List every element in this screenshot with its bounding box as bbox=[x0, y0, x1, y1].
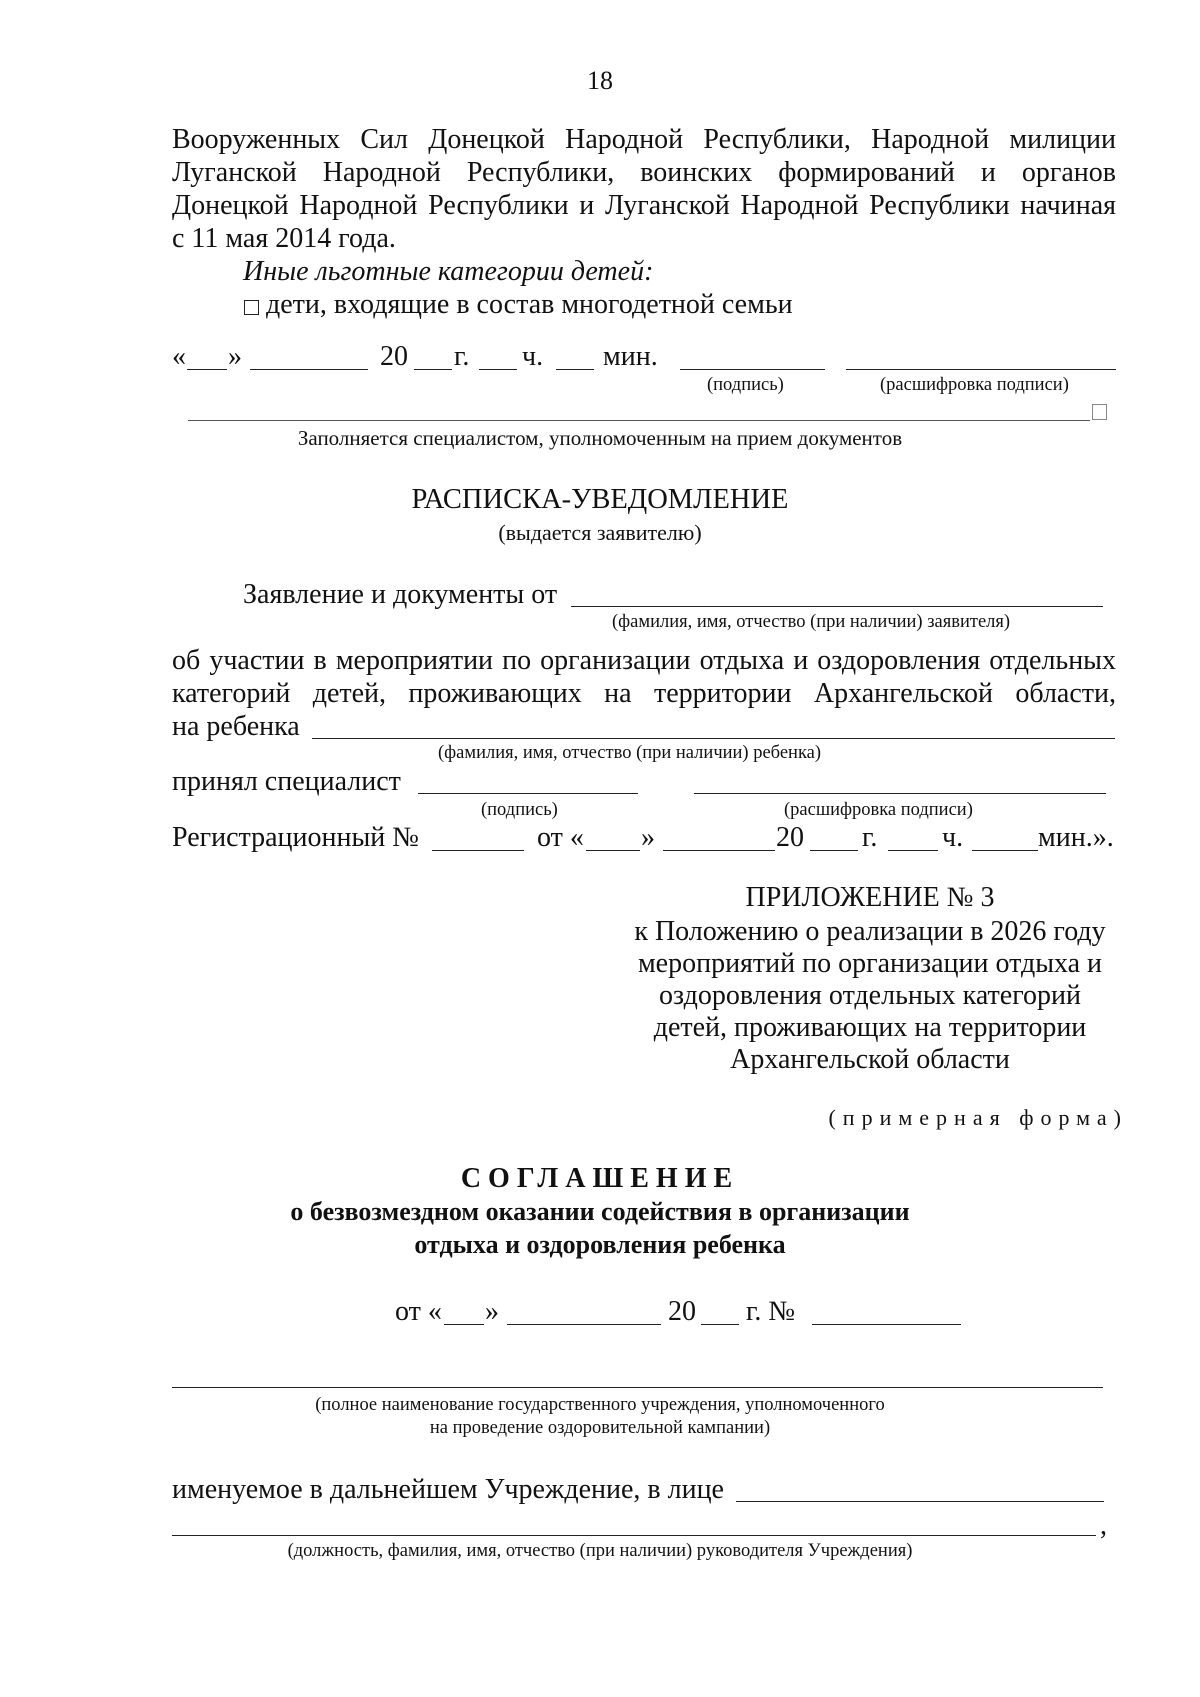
hours-label: ч. bbox=[522, 341, 544, 372]
minutes-label: мин. bbox=[603, 341, 658, 372]
registration-minutes-field[interactable] bbox=[972, 850, 1038, 851]
representative-field[interactable] bbox=[736, 1501, 1104, 1502]
child-name-field[interactable] bbox=[312, 738, 1115, 739]
registration-hours-field[interactable] bbox=[888, 850, 938, 851]
agreement-subtitle-2: отдыха и оздоровления ребенка bbox=[414, 1230, 786, 1259]
agreement-year-prefix: 20 bbox=[668, 1296, 696, 1327]
registration-number-field[interactable] bbox=[432, 850, 524, 851]
registration-quote-close: » bbox=[641, 822, 655, 853]
applicant-name-field[interactable] bbox=[571, 606, 1103, 607]
specialist-signature-field[interactable] bbox=[418, 793, 638, 794]
intro-last-line: с 11 мая 2014 года. bbox=[172, 223, 396, 254]
intro-line-1: Вооруженных Сил Донецкой Народной Республики, Народной милиции bbox=[172, 124, 1116, 155]
signature-field[interactable] bbox=[680, 369, 825, 370]
agreement-date-quote-close: » bbox=[485, 1296, 499, 1327]
specialist-separator bbox=[188, 420, 1090, 421]
child-name-caption: (фамилия, имя, отчество (при наличии) ребенка) bbox=[438, 743, 822, 763]
registration-hours-label: ч. bbox=[942, 822, 964, 853]
accepted-specialist-label: принял специалист bbox=[172, 766, 401, 797]
form-note: (примерная форма) bbox=[828, 1105, 1128, 1130]
institution-caption-2: на проведение оздоровительной кампании) bbox=[429, 1418, 771, 1438]
intro-line-3: Донецкой Народной Республики и Луганской Народной Республики начиная bbox=[172, 190, 1116, 221]
hours-field[interactable] bbox=[479, 369, 517, 370]
minutes-field[interactable] bbox=[556, 369, 594, 370]
registration-day-field[interactable] bbox=[586, 850, 640, 851]
appendix-line-3: оздоровления отдельных категорий bbox=[659, 980, 1081, 1011]
large-family-label: дети, входящие в состав многодетной семьи bbox=[266, 289, 793, 320]
receipt-subtitle: (выдается заявителю) bbox=[498, 520, 702, 545]
applicant-label: Заявление и документы от bbox=[243, 579, 558, 610]
applicant-name-caption: (фамилия, имя, отчество (при наличии) заявителя) bbox=[612, 612, 1011, 632]
named-institution-label: именуемое в дальнейшем Учреждение, в лице bbox=[172, 1474, 724, 1505]
specialist-decoding-caption: (расшифровка подписи) bbox=[784, 800, 973, 820]
agreement-day-field[interactable] bbox=[444, 1324, 484, 1325]
registration-year-suffix: г. bbox=[862, 822, 878, 853]
representative-position-field[interactable] bbox=[172, 1535, 1096, 1536]
other-categories-heading: Иные льготные категории детей: bbox=[243, 256, 654, 287]
year-prefix: 20 bbox=[380, 341, 408, 372]
day-field[interactable] bbox=[187, 369, 227, 370]
date-quote-close: » bbox=[228, 341, 242, 372]
intro-line-2: Луганской Народной Республики, воинских формирований и органов bbox=[172, 157, 1116, 188]
receipt-text-line-2: категорий детей, проживающих на территории Архангельской области, bbox=[172, 678, 1116, 709]
trailing-comma: , bbox=[1100, 1510, 1107, 1541]
registration-year-prefix: 20 bbox=[776, 822, 804, 853]
year-suffix: г. bbox=[454, 341, 470, 372]
signature-caption: (подпись) bbox=[707, 375, 784, 395]
agreement-month-field[interactable] bbox=[507, 1324, 661, 1325]
appendix-line-2: мероприятий по организации отдыха и bbox=[637, 948, 1103, 979]
receipt-text-line-1: об участии в мероприятии по организации отдыха и оздоровления отдельных bbox=[172, 645, 1116, 676]
agreement-subtitle-1: о безвозмездном оказании содействия в организации bbox=[290, 1197, 910, 1226]
appendix-line-4: детей, проживающих на территории bbox=[653, 1012, 1087, 1043]
agreement-date-from: от « bbox=[395, 1296, 442, 1327]
registration-label: Регистрационный № bbox=[172, 822, 419, 853]
agreement-title: СОГЛАШЕНИЕ bbox=[460, 1163, 740, 1194]
separator-checkbox[interactable] bbox=[1092, 404, 1107, 420]
month-field[interactable] bbox=[250, 369, 368, 370]
agreement-number-field[interactable] bbox=[812, 1324, 961, 1325]
specialist-decoding-field[interactable] bbox=[694, 793, 1106, 794]
appendix-line-5: Архангельской области bbox=[730, 1044, 1010, 1075]
signature-decoding-field[interactable] bbox=[846, 369, 1116, 370]
agreement-year-field[interactable] bbox=[701, 1324, 739, 1325]
specialist-signature-caption: (подпись) bbox=[481, 800, 558, 820]
registration-from: от « bbox=[537, 822, 584, 853]
signature-decoding-caption: (расшифровка подписи) bbox=[880, 375, 1069, 395]
appendix-line-1: к Положению о реализации в 2026 году bbox=[634, 916, 1106, 947]
representative-caption: (должность, фамилия, имя, отчество (при наличии) руководителя Учреждения) bbox=[287, 1541, 913, 1561]
institution-caption-1: (полное наименование государственного учреждения, уполномоченного bbox=[315, 1395, 885, 1415]
large-family-checkbox[interactable] bbox=[244, 300, 259, 315]
agreement-year-suffix: г. № bbox=[746, 1296, 796, 1327]
page-number: 18 bbox=[587, 66, 613, 95]
institution-name-field[interactable] bbox=[172, 1387, 1103, 1388]
specialist-note: Заполняется специалистом, уполномоченным на прием документов bbox=[297, 426, 903, 450]
child-label: на ребенка bbox=[172, 711, 300, 742]
year-field[interactable] bbox=[414, 369, 452, 370]
receipt-title: РАСПИСКА-УВЕДОМЛЕНИЕ bbox=[411, 484, 789, 515]
registration-minutes-label: мин.». bbox=[1038, 822, 1114, 853]
appendix-title: ПРИЛОЖЕНИЕ № 3 bbox=[745, 882, 995, 913]
registration-year-field[interactable] bbox=[810, 850, 858, 851]
registration-month-field[interactable] bbox=[663, 850, 775, 851]
date-quote-open: « bbox=[172, 341, 186, 372]
